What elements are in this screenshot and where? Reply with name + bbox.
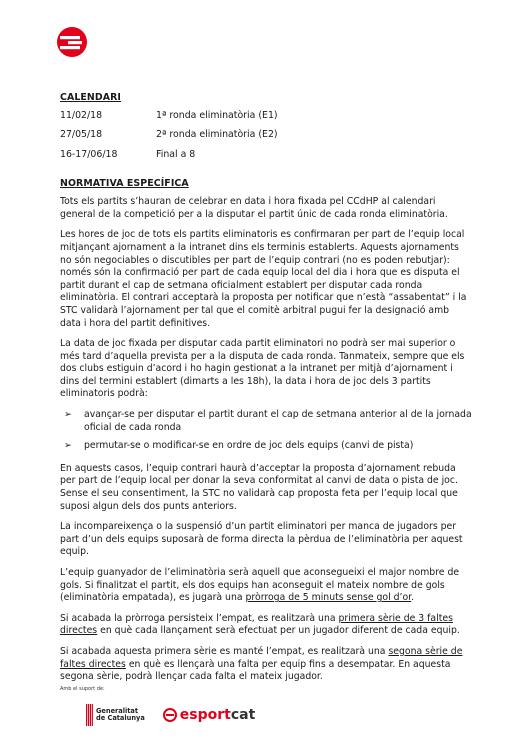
underlined-text: pròrroga de 5 minuts sense gol d’or	[245, 592, 412, 604]
text-run: .	[411, 592, 415, 604]
rules-title: NORMATIVA ESPECÍFICA	[60, 178, 189, 190]
calendar-date: 11/02/18	[60, 110, 103, 121]
arrow-bullet-icon: ➢	[64, 409, 72, 421]
federation-logo-icon	[56, 26, 88, 58]
underlined-text: segona sèrie de faltes directes	[60, 645, 463, 670]
rules-paragraph-4: En aquests casos, l’equip contrari haurà d’acceptar la proposta d’ajornament rebuda per part de l’equip local per donar la seva conformitat al canvi de data o pista de joc. Sense el seu consentiment, la STC no validarà cap proposta feta per l’equip local que suposi algun dels dos punts anteriors.	[60, 462, 458, 512]
calendar-event: Final a 8	[156, 148, 196, 160]
rules-paragraph-8	[60, 646, 472, 684]
calendar-row	[60, 110, 472, 122]
text-run: en què es llençarà una falta per equip fins a desempatar. En aquesta segona sèrie, podrà llençar cada falta el mateix jugador.	[60, 658, 451, 683]
list-item	[60, 440, 472, 453]
rules-paragraph-1: Tots els partits s’hauran de celebrar en data i hora fixada pel CCdHP al calendari general de la competició per a la disputar el partit únic de cada ronda eliminatòria.	[60, 196, 448, 220]
rules-paragraph-6	[60, 567, 472, 605]
esportcat-word-b: cat	[230, 707, 256, 723]
generalitat-line-1: Generalitat	[96, 706, 139, 715]
underlined-text: primera sèrie de 3 faltes directes	[60, 612, 453, 637]
text-run: Si acabada aquesta primera sèrie es manté l’empat, es realitzarà una	[60, 645, 389, 657]
calendar-date: 27/05/18	[60, 129, 103, 141]
calendar-event: 1ª ronda eliminatòria (E1)	[156, 110, 278, 121]
calendar-row	[60, 149, 472, 161]
document-body	[60, 92, 472, 692]
text-run: L’equip guanyador de l’eliminatòria serà aquell que aconsegueixi el major nombre de gols. Si finalitzat el partit, els dos equips han aconseguit el mateix nombre de gols (eliminatòria empatada), es jugarà una	[60, 567, 460, 604]
esportcat-icon	[163, 708, 177, 722]
text-run: en què cada llançament serà efectuat per un jugador diferent de cada equip.	[97, 625, 460, 637]
arrow-bullet-icon: ➢	[64, 440, 72, 452]
rules-paragraph-5: La incompareixença o la suspensió d’un partit eliminatori per manca de jugadors per part d’un dels equips suposarà de forma directa la pèrdua de l’eliminatòria per aquest equip.	[60, 521, 463, 558]
sponsor-logos	[86, 704, 255, 726]
rules-bullet-list	[60, 409, 472, 453]
senyera-icon	[86, 704, 93, 726]
calendar-list	[60, 110, 472, 161]
calendar-event: 2ª ronda eliminatòria (E2)	[156, 129, 278, 141]
bullet-text: avançar-se per disputar el partit durant el cap de setmana anterior al de la jornada oficial de cada ronda	[84, 409, 472, 433]
rules-paragraph-7	[60, 613, 472, 638]
calendar-date: 16-17/06/18	[60, 148, 118, 160]
bullet-text: permutar-se o modificar-se en ordre de joc dels equips (canvi de pista)	[84, 440, 414, 452]
sponsor-label: Amb el suport de:	[60, 686, 105, 692]
generalitat-line-2: de Catalunya	[96, 714, 145, 722]
esportcat-word-a: esport	[179, 707, 231, 723]
generalitat-logo	[86, 704, 145, 726]
list-item	[60, 409, 472, 434]
rules-paragraph-3: La data de joc fixada per disputar cada partit eliminatori no podrà ser mai superior o més tard d’aquella prevista per a la disputa de cada ronda. Tanmateix, sempre que els dos clubs estiguin d’acord i ho hagin gestionat a la intranet per mitjà d’ajornament i dins del termini establert (dimarts a les 18h), la data i hora de joc dels 3 partits eliminatoris podrà:	[60, 338, 465, 400]
rules-paragraph-2: Les hores de joc de tots els partits eliminatoris es confirmaran per part de l’equip local mitjançant ajornament a la intranet dins els terminis establerts. Aquests ajornaments no són negociables o discutibles per part de l’equip contrari (no es poden rebutjar): només són la confirmació per part de cada equip local del dia i hora que es disputa el partit durant el cap de setmana oficialment establert per disputar cada ronda eliminatòria. El contrari acceptarà la proposta per notificar que n’està “assabentat” i la STC validarà l’ajornament per tal que el comitè arbitral pugui fer la designació amb data i hora del partit definitives.	[60, 229, 467, 329]
esportcat-logo	[163, 707, 256, 723]
calendar-row	[60, 129, 472, 141]
calendar-title: CALENDARI	[60, 92, 122, 103]
text-run: Si acabada la pròrroga persisteix l’empat, es realitzarà una	[60, 612, 339, 624]
